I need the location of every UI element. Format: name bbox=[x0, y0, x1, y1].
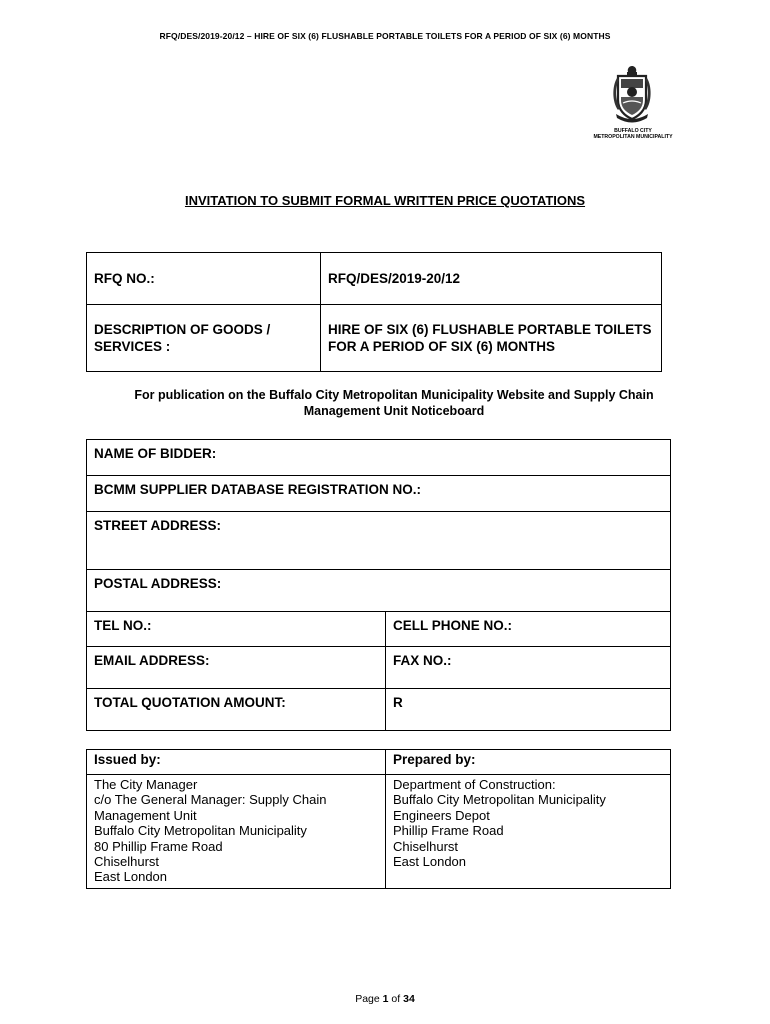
running-header: RFQ/DES/2019-20/12 – HIRE OF SIX (6) FLUSHABLE PORTABLE TOILETS FOR A PERIOD OF SIX (6) MONTHS bbox=[159, 31, 611, 41]
total-pages: 34 bbox=[403, 993, 415, 1005]
prepared-by-line: Department of Construction: bbox=[393, 777, 556, 792]
current-page-number: 1 bbox=[382, 993, 389, 1005]
logo-line-1: BUFFALO CITY bbox=[614, 128, 652, 134]
prepared-by-line: Buffalo City Metropolitan Municipality bbox=[393, 792, 606, 808]
document-title: INVITATION TO SUBMIT FORMAL WRITTEN PRICE QUOTATIONS bbox=[184, 193, 586, 208]
logo-line-2: METROPOLITAN MUNICIPALITY bbox=[593, 134, 673, 141]
rfq-number-label: RFQ NO.: bbox=[87, 253, 321, 305]
page-label: Page bbox=[355, 993, 380, 1005]
prepared-by-heading: Prepared by: bbox=[386, 750, 671, 775]
fax-number-field[interactable]: FAX NO.: bbox=[386, 647, 671, 689]
issued-by-line: Management Unit bbox=[94, 807, 197, 823]
page-footer bbox=[0, 993, 770, 1005]
description-value: HIRE OF SIX (6) FLUSHABLE PORTABLE TOILETS FOR A PERIOD OF SIX (6) MONTHS bbox=[321, 305, 662, 372]
coat-of-arms-icon bbox=[609, 64, 655, 126]
issued-by-line: Buffalo City Metropolitan Municipality bbox=[94, 823, 307, 839]
issued-by-line: 80 Phillip Frame Road bbox=[94, 838, 223, 854]
issued-by-heading: Issued by: bbox=[87, 750, 386, 775]
of-label: of bbox=[391, 993, 401, 1005]
issued-by-line: c/o The General Manager: Supply Chain bbox=[94, 792, 327, 808]
issued-by-line: The City Manager bbox=[94, 777, 198, 792]
rfq-summary-table bbox=[86, 252, 662, 372]
prepared-by-line: Engineers Depot bbox=[393, 807, 490, 823]
street-address-field[interactable]: STREET ADDRESS: bbox=[87, 512, 671, 570]
total-quotation-amount-field[interactable]: TOTAL QUOTATION AMOUNT: bbox=[87, 689, 386, 731]
tel-number-field[interactable]: TEL NO.: bbox=[87, 612, 386, 647]
municipality-logo bbox=[589, 64, 677, 144]
prepared-by-line: East London bbox=[393, 854, 467, 870]
description-label: DESCRIPTION OF GOODS / SERVICES : bbox=[87, 305, 321, 372]
issuer-table bbox=[86, 749, 671, 889]
bidder-name-field[interactable]: NAME OF BIDDER: bbox=[87, 440, 671, 476]
email-address-field[interactable]: EMAIL ADDRESS: bbox=[87, 647, 386, 689]
prepared-by-line: Chiselhurst bbox=[393, 838, 459, 854]
issued-by-line: East London bbox=[94, 869, 168, 885]
publication-note: For publication on the Buffalo City Metropolitan Municipality Website and Supply Chain Management Unit Noticeboard bbox=[134, 388, 654, 418]
issued-by-line: Chiselhurst bbox=[94, 854, 160, 870]
postal-address-field[interactable]: POSTAL ADDRESS: bbox=[87, 570, 671, 612]
issued-by-address bbox=[87, 775, 386, 889]
quotation-currency[interactable]: R bbox=[386, 689, 671, 731]
prepared-by-address bbox=[386, 775, 671, 889]
rfq-number-value: RFQ/DES/2019-20/12 bbox=[321, 253, 662, 305]
cell-phone-field[interactable]: CELL PHONE NO.: bbox=[386, 612, 671, 647]
supplier-registration-field[interactable]: BCMM SUPPLIER DATABASE REGISTRATION NO.: bbox=[87, 476, 671, 512]
prepared-by-line: Phillip Frame Road bbox=[393, 823, 504, 839]
logo-caption bbox=[589, 128, 677, 141]
bidder-details-table bbox=[86, 439, 671, 731]
